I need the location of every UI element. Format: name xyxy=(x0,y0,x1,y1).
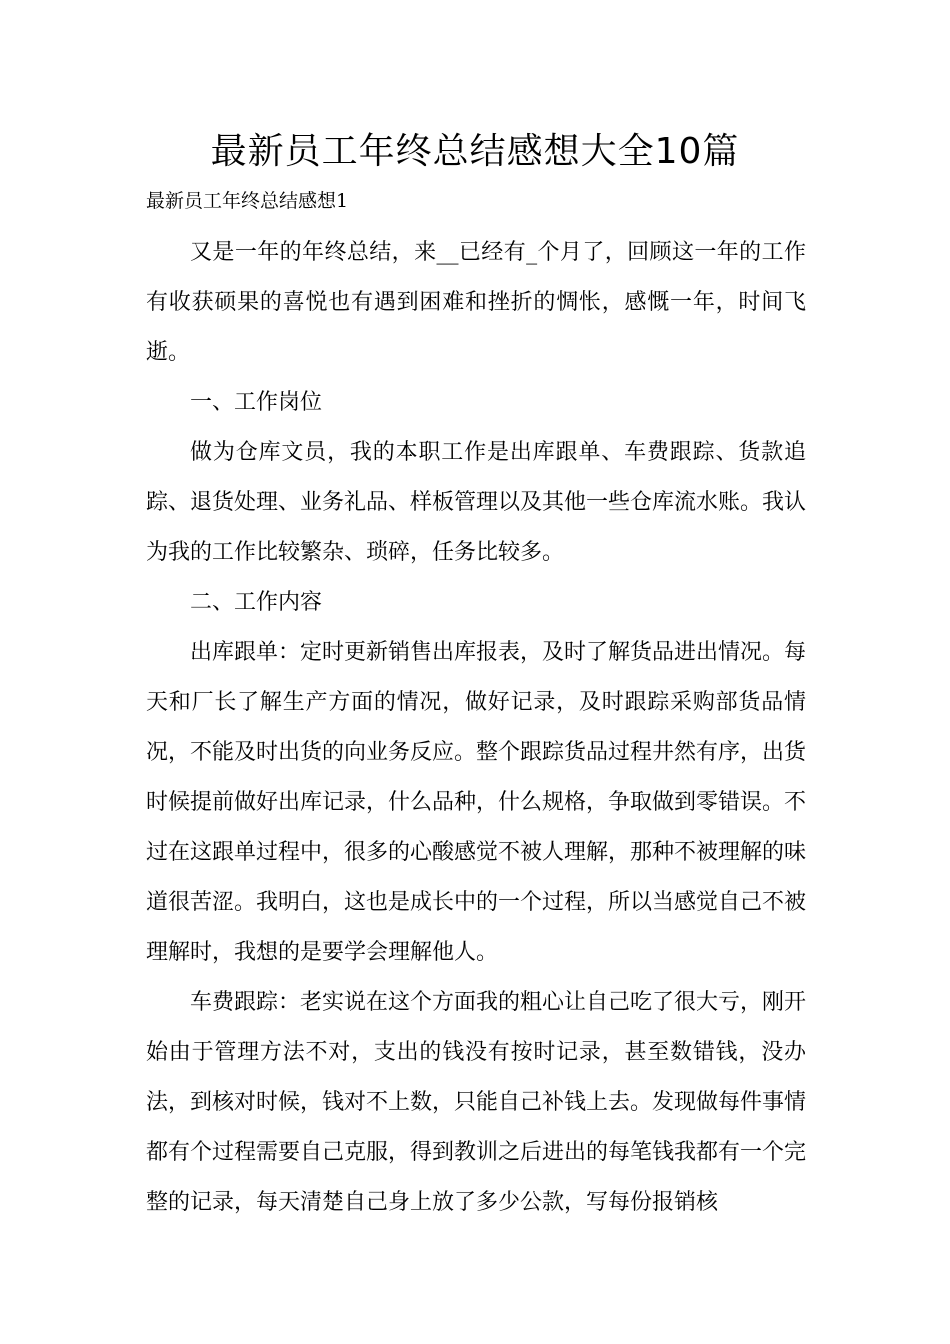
heading-job-content: 二、工作内容 xyxy=(190,590,323,615)
paragraph-outbound-tracking: 出库跟单：定时更新销售出库报表，及时了解货品进出情况。每天和厂长了解生产方面的情况，做好记录，及时跟踪采购部货品情况，不能及时出货的向业务反应。整个跟踪货品过程井然有序，出货时候提前做好出库记录，什么品种，什么规格，争取做到零错误。不过在这跟单过程中，很多的心酸感觉不被人理解，那种不被理解的味道很苦涩。我明白，这也是成长中的一个过程，所以当感觉自己不被理解时，我想的是要学会理解他人。 xyxy=(146,640,807,965)
paragraph-freight-tracking: 车费跟踪：老实说在这个方面我的粗心让自己吃了很大亏，刚开始由于管理方法不对，支出的钱没有按时记录，甚至数错钱，没办法，到核对时候，钱对不上数，只能自己补钱上去。发现做每件事情都有个过程需要自己克服，得到教训之后进出的每笔钱我都有一个完整的记录，每天清楚自己身上放了多少公款，写每份报销核 xyxy=(146,990,807,1215)
document-body xyxy=(146,228,806,1228)
section-subtitle: 最新员工年终总结感想1 xyxy=(146,190,349,212)
document-title: 最新员工年终总结感想大全10篇 xyxy=(210,131,740,172)
heading-job-position: 一、工作岗位 xyxy=(190,390,323,415)
paragraph-intro: 又是一年的年终总结，来__已经有_个月了，回顾这一年的工作有收获硕果的喜悦也有遇到困难和挫折的惆怅，感慨一年，时间飞逝。 xyxy=(146,240,806,365)
paragraph-job-position: 做为仓库文员，我的本职工作是出库跟单、车费跟踪、货款追踪、退货处理、业务礼品、样板管理以及其他一些仓库流水账。我认为我的工作比较繁杂、琐碎，任务比较多。 xyxy=(146,440,807,565)
